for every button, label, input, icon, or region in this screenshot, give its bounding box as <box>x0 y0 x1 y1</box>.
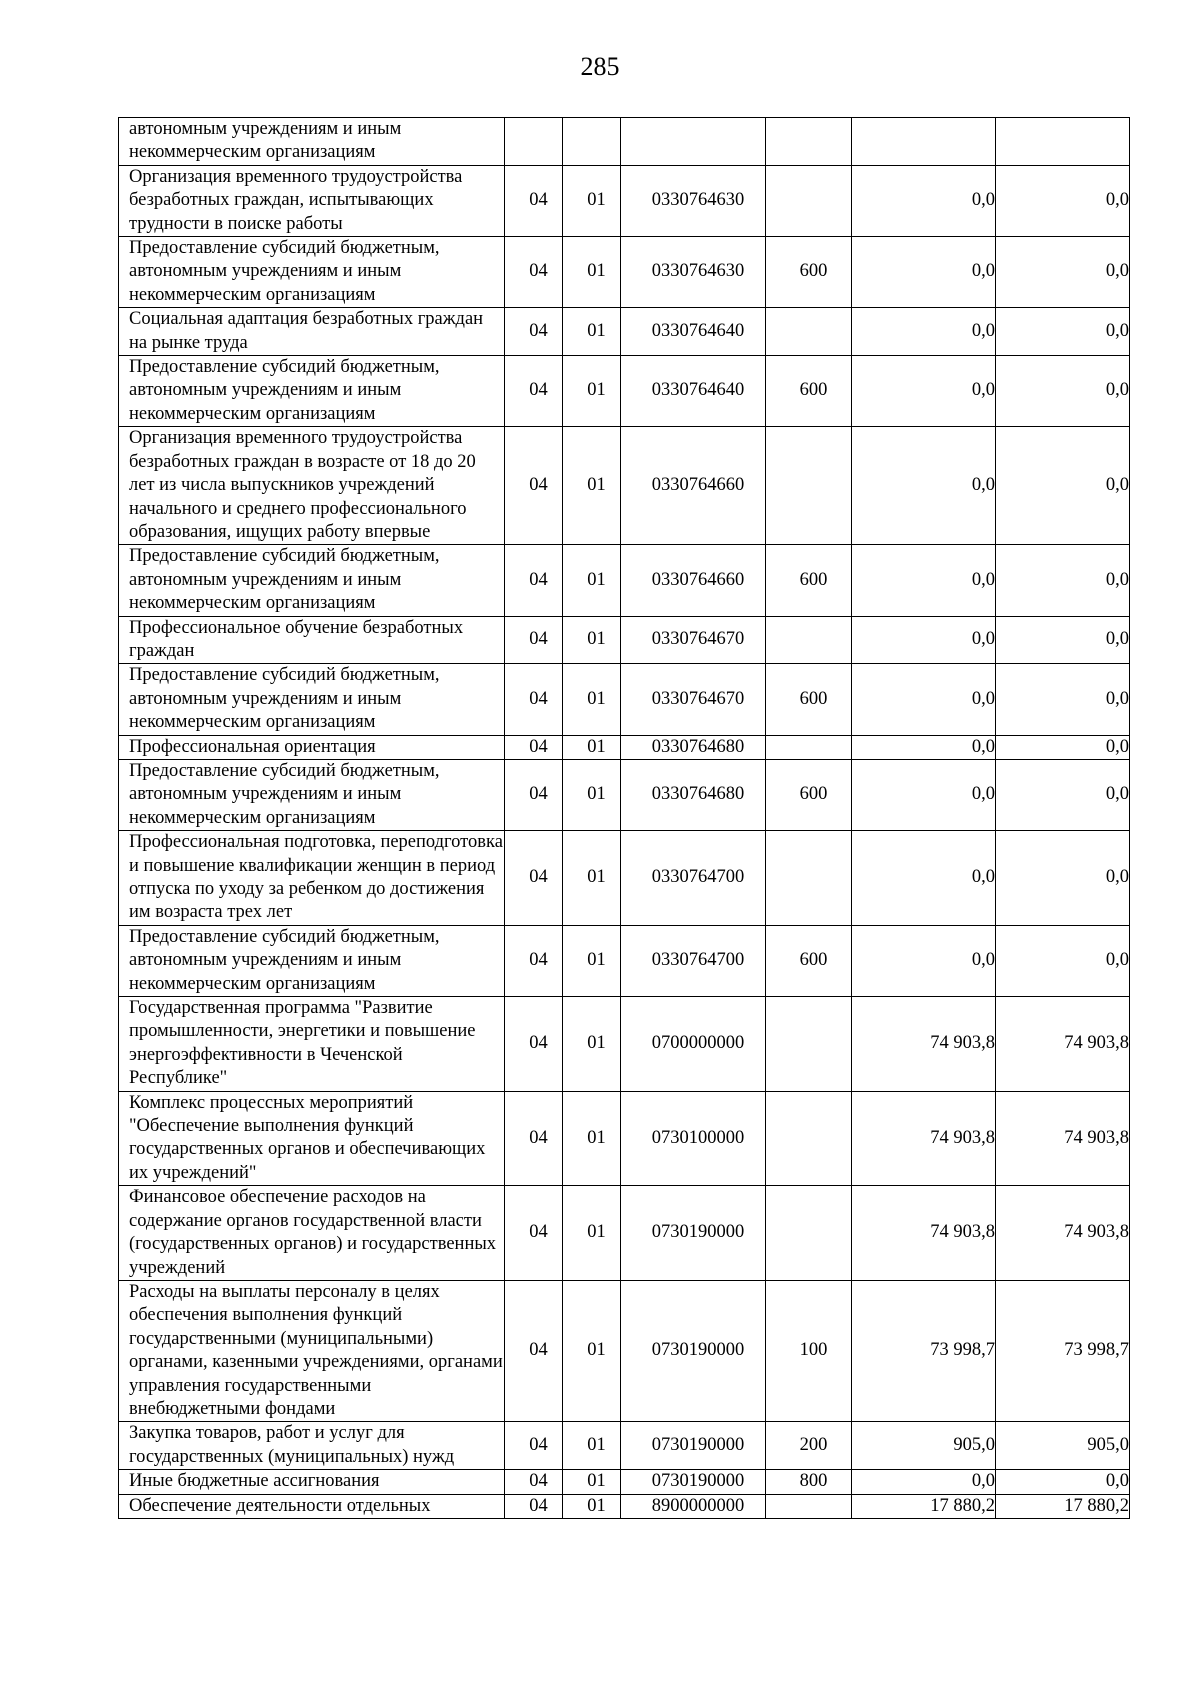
table-row <box>119 925 1130 996</box>
target-article-cell: 0730190000 <box>621 1186 766 1281</box>
row-name-cell: Государственная программа "Развитие промышленности, энергетики и повышение энергоэффективности в Чеченской Республике" <box>119 997 505 1092</box>
table-row <box>119 1422 1130 1470</box>
amount-cell-2: 17 880,2 <box>996 1494 1130 1518</box>
section-code-cell: 04 <box>505 735 563 759</box>
target-article-cell: 0330764660 <box>621 427 766 545</box>
amount-cell-2: 73 998,7 <box>996 1280 1130 1421</box>
target-article-cell: 0730190000 <box>621 1422 766 1470</box>
subsection-code-cell: 01 <box>563 1186 621 1281</box>
amount-cell-2: 0,0 <box>996 427 1130 545</box>
section-code-cell: 04 <box>505 831 563 926</box>
section-code-cell <box>505 118 563 166</box>
target-article-cell: 0730190000 <box>621 1280 766 1421</box>
target-article-cell <box>621 118 766 166</box>
target-article-cell: 0730190000 <box>621 1470 766 1494</box>
expense-type-cell: 800 <box>766 1470 852 1494</box>
table-row <box>119 545 1130 616</box>
row-name-cell: Предоставление субсидий бюджетным, автономным учреждениям и иным некоммерческим организациям <box>119 356 505 427</box>
amount-cell-1: 74 903,8 <box>852 1186 996 1281</box>
amount-cell-1: 0,0 <box>852 1470 996 1494</box>
expense-type-cell: 600 <box>766 356 852 427</box>
subsection-code-cell: 01 <box>563 735 621 759</box>
target-article-cell: 0330764680 <box>621 759 766 830</box>
table-row <box>119 427 1130 545</box>
subsection-code-cell: 01 <box>563 664 621 735</box>
table-row <box>119 735 1130 759</box>
amount-cell-1: 0,0 <box>852 664 996 735</box>
section-code-cell: 04 <box>505 616 563 664</box>
amount-cell-2: 0,0 <box>996 831 1130 926</box>
table-row <box>119 356 1130 427</box>
section-code-cell: 04 <box>505 1091 563 1186</box>
expense-type-cell <box>766 997 852 1092</box>
amount-cell-1: 0,0 <box>852 237 996 308</box>
budget-table <box>118 117 1130 1519</box>
subsection-code-cell: 01 <box>563 237 621 308</box>
target-article-cell: 0730100000 <box>621 1091 766 1186</box>
expense-type-cell <box>766 308 852 356</box>
section-code-cell: 04 <box>505 1186 563 1281</box>
amount-cell-2 <box>996 118 1130 166</box>
amount-cell-1: 73 998,7 <box>852 1280 996 1421</box>
subsection-code-cell: 01 <box>563 759 621 830</box>
amount-cell-2: 0,0 <box>996 165 1130 236</box>
row-name-cell: Организация временного трудоустройства безработных граждан, испытывающих трудности в поиске работы <box>119 165 505 236</box>
row-name-cell: Комплекс процессных мероприятий "Обеспечение выполнения функций государственных органов и обеспечивающих их учреждений" <box>119 1091 505 1186</box>
expense-type-cell <box>766 616 852 664</box>
section-code-cell: 04 <box>505 356 563 427</box>
table-row <box>119 1091 1130 1186</box>
section-code-cell: 04 <box>505 1470 563 1494</box>
amount-cell-1: 0,0 <box>852 545 996 616</box>
amount-cell-2: 0,0 <box>996 356 1130 427</box>
subsection-code-cell: 01 <box>563 616 621 664</box>
expense-type-cell: 600 <box>766 545 852 616</box>
amount-cell-1: 0,0 <box>852 308 996 356</box>
table-row <box>119 664 1130 735</box>
table-row <box>119 1280 1130 1421</box>
table-row <box>119 237 1130 308</box>
subsection-code-cell: 01 <box>563 1422 621 1470</box>
amount-cell-1: 0,0 <box>852 735 996 759</box>
table-row <box>119 1470 1130 1494</box>
amount-cell-1: 0,0 <box>852 831 996 926</box>
amount-cell-2: 905,0 <box>996 1422 1130 1470</box>
amount-cell-2: 74 903,8 <box>996 997 1130 1092</box>
amount-cell-1: 905,0 <box>852 1422 996 1470</box>
section-code-cell: 04 <box>505 308 563 356</box>
row-name-cell: Обеспечение деятельности отдельных <box>119 1494 505 1518</box>
target-article-cell: 0330764680 <box>621 735 766 759</box>
section-code-cell: 04 <box>505 925 563 996</box>
amount-cell-2: 0,0 <box>996 545 1130 616</box>
row-name-cell: Закупка товаров, работ и услуг для государственных (муниципальных) нужд <box>119 1422 505 1470</box>
amount-cell-1: 0,0 <box>852 925 996 996</box>
expense-type-cell: 600 <box>766 664 852 735</box>
subsection-code-cell: 01 <box>563 1091 621 1186</box>
target-article-cell: 0330764630 <box>621 237 766 308</box>
row-name-cell: Предоставление субсидий бюджетным, автономным учреждениям и иным некоммерческим организациям <box>119 759 505 830</box>
expense-type-cell <box>766 735 852 759</box>
subsection-code-cell: 01 <box>563 1494 621 1518</box>
expense-type-cell <box>766 165 852 236</box>
amount-cell-2: 74 903,8 <box>996 1091 1130 1186</box>
amount-cell-2: 0,0 <box>996 308 1130 356</box>
section-code-cell: 04 <box>505 237 563 308</box>
subsection-code-cell: 01 <box>563 545 621 616</box>
section-code-cell: 04 <box>505 1494 563 1518</box>
amount-cell-2: 0,0 <box>996 237 1130 308</box>
section-code-cell: 04 <box>505 545 563 616</box>
amount-cell-2: 0,0 <box>996 759 1130 830</box>
expense-type-cell <box>766 427 852 545</box>
amount-cell-1: 0,0 <box>852 759 996 830</box>
row-name-cell: Профессиональное обучение безработных граждан <box>119 616 505 664</box>
amount-cell-1: 0,0 <box>852 427 996 545</box>
row-name-cell: Социальная адаптация безработных граждан на рынке труда <box>119 308 505 356</box>
target-article-cell: 0330764670 <box>621 616 766 664</box>
table-row <box>119 118 1130 166</box>
target-article-cell: 0330764660 <box>621 545 766 616</box>
table-row <box>119 1494 1130 1518</box>
page-number: 285 <box>580 52 620 81</box>
expense-type-cell <box>766 1494 852 1518</box>
amount-cell-1 <box>852 118 996 166</box>
expense-type-cell <box>766 1091 852 1186</box>
amount-cell-1: 17 880,2 <box>852 1494 996 1518</box>
row-name-cell: Финансовое обеспечение расходов на содержание органов государственной власти (государственных органов) и государственных учреждений <box>119 1186 505 1281</box>
amount-cell-1: 0,0 <box>852 616 996 664</box>
row-name-cell: Организация временного трудоустройства безработных граждан в возрасте от 18 до 20 лет из числа выпускников учреждений начального и среднего профессионального образования, ищущих работу впервые <box>119 427 505 545</box>
target-article-cell: 0330764630 <box>621 165 766 236</box>
expense-type-cell <box>766 831 852 926</box>
subsection-code-cell: 01 <box>563 1470 621 1494</box>
expense-type-cell <box>766 1186 852 1281</box>
row-name-cell: Предоставление субсидий бюджетным, автономным учреждениям и иным некоммерческим организациям <box>119 545 505 616</box>
subsection-code-cell: 01 <box>563 165 621 236</box>
expense-type-cell <box>766 118 852 166</box>
section-code-cell: 04 <box>505 664 563 735</box>
budget-table-body <box>119 118 1130 1519</box>
section-code-cell: 04 <box>505 165 563 236</box>
row-name-cell: автономным учреждениям и иным некоммерческим организациям <box>119 118 505 166</box>
section-code-cell: 04 <box>505 1280 563 1421</box>
table-row <box>119 997 1130 1092</box>
expense-type-cell: 600 <box>766 237 852 308</box>
amount-cell-1: 74 903,8 <box>852 997 996 1092</box>
section-code-cell: 04 <box>505 1422 563 1470</box>
table-row <box>119 831 1130 926</box>
amount-cell-1: 0,0 <box>852 165 996 236</box>
target-article-cell: 0330764700 <box>621 925 766 996</box>
target-article-cell: 0330764700 <box>621 831 766 926</box>
target-article-cell: 0330764640 <box>621 308 766 356</box>
row-name-cell: Предоставление субсидий бюджетным, автономным учреждениям и иным некоммерческим организациям <box>119 925 505 996</box>
row-name-cell: Предоставление субсидий бюджетным, автономным учреждениям и иным некоммерческим организациям <box>119 664 505 735</box>
amount-cell-2: 0,0 <box>996 925 1130 996</box>
table-row <box>119 616 1130 664</box>
row-name-cell: Предоставление субсидий бюджетным, автономным учреждениям и иным некоммерческим организациям <box>119 237 505 308</box>
table-row <box>119 165 1130 236</box>
subsection-code-cell: 01 <box>563 427 621 545</box>
amount-cell-1: 0,0 <box>852 356 996 427</box>
expense-type-cell: 200 <box>766 1422 852 1470</box>
subsection-code-cell: 01 <box>563 356 621 427</box>
subsection-code-cell: 01 <box>563 308 621 356</box>
subsection-code-cell <box>563 118 621 166</box>
amount-cell-2: 0,0 <box>996 616 1130 664</box>
subsection-code-cell: 01 <box>563 1280 621 1421</box>
section-code-cell: 04 <box>505 427 563 545</box>
row-name-cell: Иные бюджетные ассигнования <box>119 1470 505 1494</box>
target-article-cell: 8900000000 <box>621 1494 766 1518</box>
subsection-code-cell: 01 <box>563 997 621 1092</box>
amount-cell-2: 0,0 <box>996 664 1130 735</box>
subsection-code-cell: 01 <box>563 925 621 996</box>
row-name-cell: Расходы на выплаты персоналу в целях обеспечения выполнения функций государственными (муниципальными) органами, казенными учреждениями, органами управления государственными внебюджетными фондами <box>119 1280 505 1421</box>
amount-cell-2: 0,0 <box>996 735 1130 759</box>
table-row <box>119 308 1130 356</box>
expense-type-cell: 600 <box>766 925 852 996</box>
amount-cell-1: 74 903,8 <box>852 1091 996 1186</box>
row-name-cell: Профессиональная ориентация <box>119 735 505 759</box>
expense-type-cell: 100 <box>766 1280 852 1421</box>
table-row <box>119 1186 1130 1281</box>
target-article-cell: 0330764640 <box>621 356 766 427</box>
amount-cell-2: 0,0 <box>996 1470 1130 1494</box>
amount-cell-2: 74 903,8 <box>996 1186 1130 1281</box>
table-row <box>119 759 1130 830</box>
target-article-cell: 0700000000 <box>621 997 766 1092</box>
expense-type-cell: 600 <box>766 759 852 830</box>
row-name-cell: Профессиональная подготовка, переподготовка и повышение квалификации женщин в период отпуска по уходу за ребенком до достижения им возраста трех лет <box>119 831 505 926</box>
section-code-cell: 04 <box>505 997 563 1092</box>
target-article-cell: 0330764670 <box>621 664 766 735</box>
subsection-code-cell: 01 <box>563 831 621 926</box>
section-code-cell: 04 <box>505 759 563 830</box>
